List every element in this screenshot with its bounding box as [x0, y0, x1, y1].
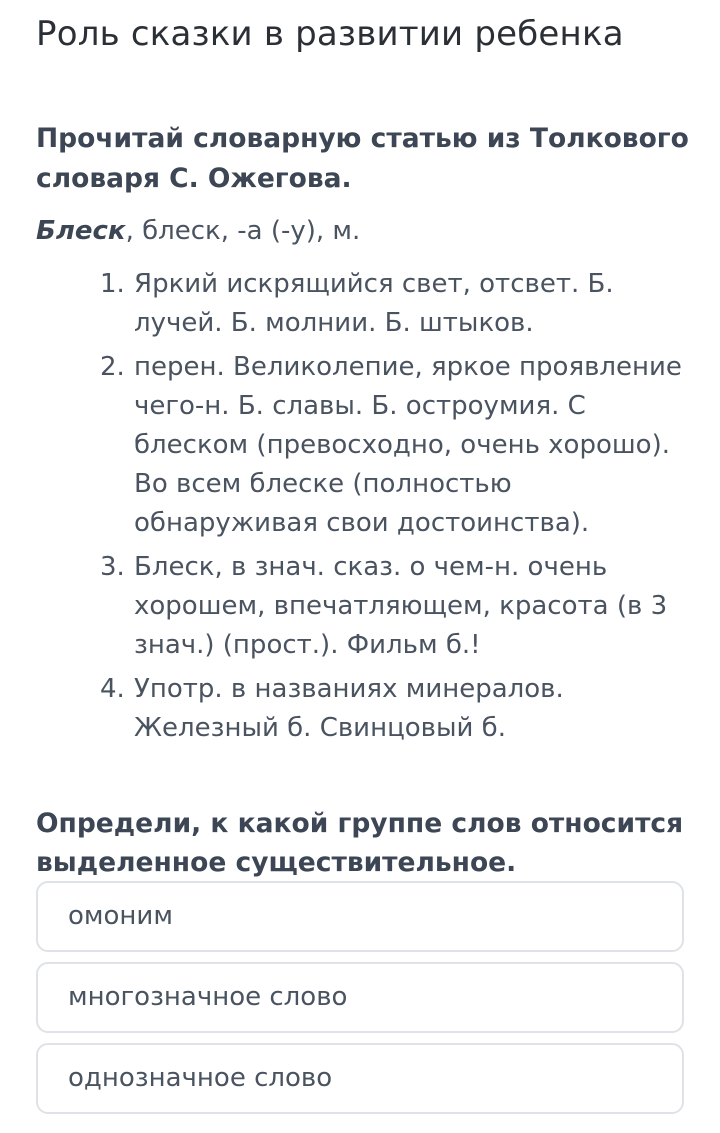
definition-text: Блеск, в знач. сказ. о чем-н. очень хорошем, впечатляющем, красота (в 3 знач.) (прост.). Фильм б.!	[134, 552, 668, 660]
answer-option-polysemous[interactable]	[36, 962, 684, 1033]
answer-options	[36, 881, 684, 1124]
task-title: Прочитай словарную статью из Толкового словаря С. Ожегова.	[36, 123, 689, 194]
definition-number: 4.	[100, 674, 125, 704]
definition-item	[100, 548, 690, 665]
definition-item	[100, 265, 690, 343]
definition-text: Яркий искрящийся свет, отсвет. Б. лучей. Б. молнии. Б. штыков.	[134, 269, 614, 338]
lesson-title: Роль сказки в развитии ребенка	[36, 14, 624, 54]
question-text: Определи, к какой группе слов относится выделенное существительное.	[36, 808, 684, 878]
definition-number: 3.	[100, 552, 125, 582]
definition-item	[100, 670, 690, 748]
answer-option-monosemous[interactable]	[36, 1043, 684, 1114]
answer-option-label: однозначное слово	[68, 1063, 333, 1093]
definitions-list	[100, 265, 690, 753]
grammar-info: , блеск, -а (-у), м.	[125, 216, 361, 246]
headword: Блеск	[36, 216, 126, 246]
definition-text: Употр. в названиях минералов. Железный б. Свинцовый б.	[134, 674, 564, 743]
answer-option-homonym[interactable]	[36, 881, 684, 952]
definition-item	[100, 348, 690, 543]
answer-option-label: омоним	[68, 901, 173, 931]
definition-number: 1.	[100, 269, 125, 299]
definition-number: 2.	[100, 352, 125, 382]
dictionary-entry-headline	[36, 212, 360, 250]
answer-option-label: многозначное слово	[68, 982, 348, 1012]
definition-text: перен. Великолепие, яркое проявление чего-н. Б. славы. Б. остроумия. С блеском (превосходно, очень хорошо). Во всем блеске (полностью обнаруживая свои достоинства).	[134, 352, 682, 538]
